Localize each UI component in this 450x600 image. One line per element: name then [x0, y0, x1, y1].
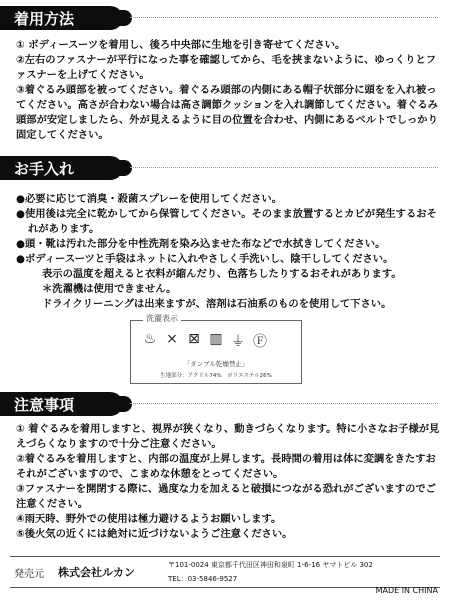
caution-body — [16, 422, 440, 542]
care-bullet: ●使用後は完全に乾かしてから保管してください。そのまま放置するとカビが発生するおそれがあります。 — [16, 208, 437, 235]
no-tumble-dry-icon: ⊠ — [188, 331, 200, 347]
care-subnote: 表示の温度を超えると衣料が縮んだり、色落ちしたりするおそれがあります。 — [42, 268, 402, 280]
usage-step-2: ②左右のファスナーが平行になった事を確認してから、毛を挟まないように、ゆっくりとファスナーを上げてください。 — [16, 54, 437, 81]
section-header-usage — [0, 6, 450, 30]
care-bullet: ●必要に応じて消臭・殺菌スプレーを使用してください。 — [16, 193, 282, 205]
care-subnote: ドライクリーニングは出来ますが、溶剤は石油系のものを使用して下さい。 — [42, 298, 392, 310]
hand-wash-icon: ♨ — [143, 331, 157, 347]
made-in: MADE IN CHINA — [375, 586, 438, 595]
care-caption: 「タンブル乾燥禁止」 — [183, 360, 249, 368]
seller-footer — [10, 556, 440, 588]
caution-item-2: ②着ぐるみを着用しますと、内部の温度が上昇します。長時間の着用は体に変調をきたすおそれがございますので、こまめな休憩をとってください。 — [16, 453, 436, 480]
care-bullet: ●頭・靴は汚れた部分を中性洗剤を染み込ませた布などで水拭きしてください。 — [16, 238, 386, 250]
divider — [130, 17, 438, 18]
section-header-care — [0, 156, 450, 180]
seller-label: 発売元 — [14, 569, 44, 580]
care-subnote: ＊洗濯機は使用できません。 — [42, 283, 177, 295]
seller-address: 〒101-0024 東京都千代田区神田和泉町 1-6-16 ヤマトビル 302 — [168, 561, 373, 569]
section-header-caution — [0, 392, 450, 416]
seller-name: 株式会社ルカン — [58, 566, 135, 579]
usage-title: 着用方法 — [14, 10, 75, 28]
caution-item-4: ④雨天時、野外での使用は極力避けるようお願いします。 — [16, 513, 282, 525]
no-bleach-icon: ⨯ — [166, 331, 178, 347]
caution-item-3: ③ファスナーを開閉する際に、過度な力を加えると破損につながる恐れがございますのでご注意ください。 — [16, 483, 436, 510]
low-iron-icon: ⏚ — [231, 334, 245, 350]
care-body — [16, 192, 440, 312]
usage-step-1: ① ボディースーツを着用し、後ろ中央部に生地を引き寄せてください。 — [16, 39, 346, 51]
care-bullet: ●ボディースーツと手袋はネットに入れやさしく手洗いし、陰干ししてください。 — [16, 253, 394, 265]
line-dry-shade-icon: ▥ — [209, 331, 223, 347]
usage-body — [16, 38, 440, 143]
usage-step-3: ③着ぐるみ頭部を被ってください。着ぐるみ頭部の内側にある帽子状部分に頭をを入れ被ってください。高さが合わない場合は高さ調節クッションを入れ調節してください。着ぐるみ頭部が安定しましたら、外が見えるように目の位置を合わせ、内側にあるベルトでしっかり固定してください。 — [16, 84, 438, 141]
caution-item-5: ⑤後火気の近くには絶対に近づけないようご注意ください。 — [16, 528, 293, 540]
seller-tel: TEL：03-5846-9527 — [168, 575, 238, 583]
care-label-box — [130, 314, 302, 384]
divider — [130, 403, 438, 404]
dry-clean-f-icon: Ⓕ — [253, 334, 267, 350]
divider — [130, 167, 438, 168]
care-title: お手入れ — [14, 160, 75, 178]
caution-item-1: ① 着ぐるみを着用しますと、視界が狭くなり、動きづらくなります。特に小さなお子様が見えづらくなりますので十分ご注意ください。 — [16, 423, 440, 450]
caution-title: 注意事項 — [14, 396, 75, 414]
care-label-title: 洗濯表示 — [143, 313, 181, 324]
care-material: 生地部分：アクリル74% ポリエステル26% — [160, 373, 272, 379]
care-symbols — [141, 331, 269, 351]
